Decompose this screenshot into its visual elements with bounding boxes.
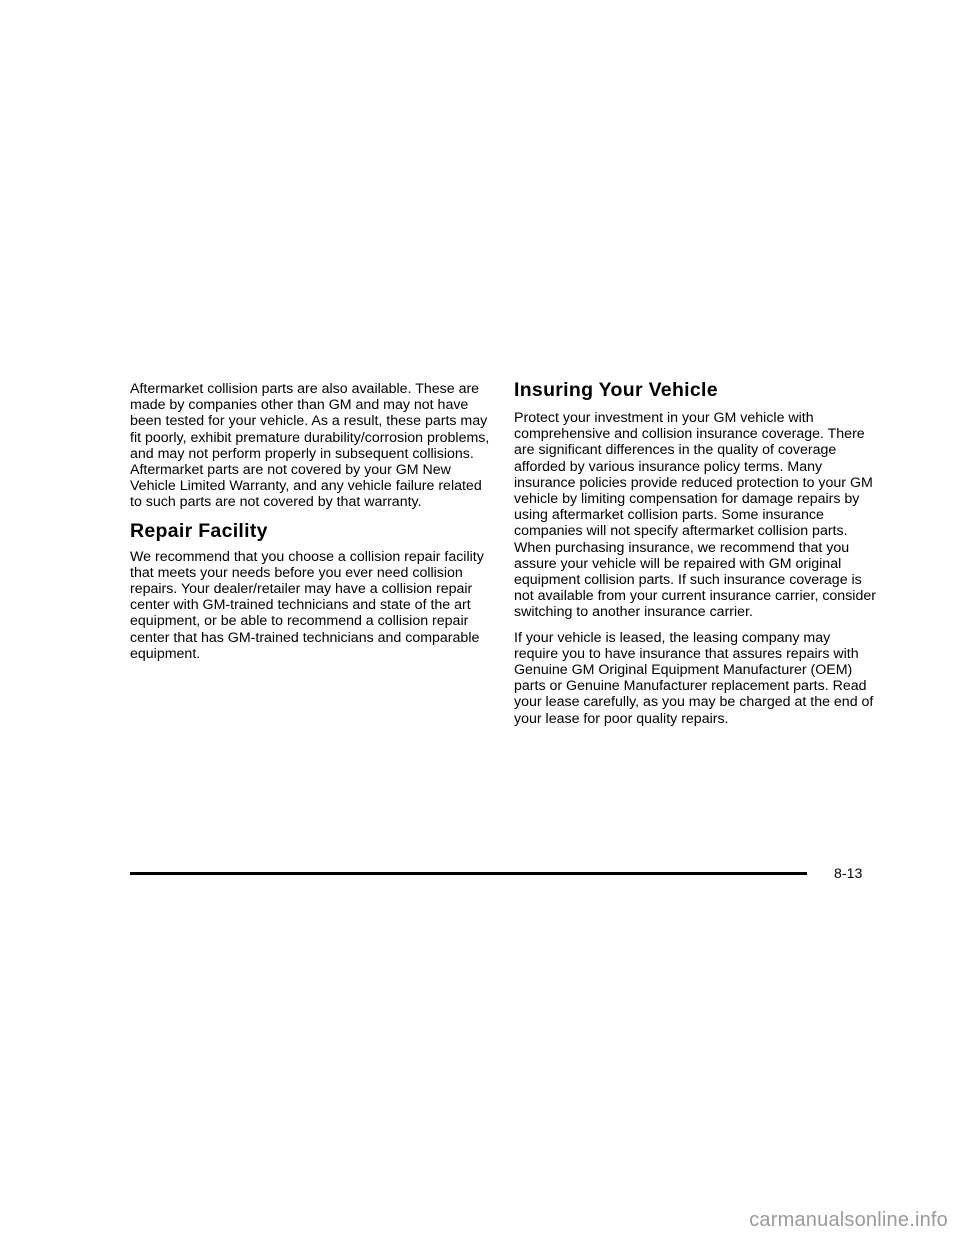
paragraph-leased-vehicle: If your vehicle is leased, the leasing company may require you to have insurance that assures repairs with Genuine GM Original Equipment Manufacturer (OEM) parts or Genuine Manufacturer replacement parts. Read your lease carefully, as you may be charged at the end of your lease for poor quality repairs. bbox=[514, 629, 874, 727]
paragraph-protect-investment: Protect your investment in your GM vehicle with comprehensive and collision insurance coverage. There are significant differences in the quality of coverage afforded by various insurance policy terms. Many insurance policies provide reduced protection to your GM vehicle by limiting compensation for damage repairs by using aftermarket collision parts. Some insurance companies will not specify aftermarket collision parts. When purchasing insurance, we recommend that you assure your vehicle will be repaired with GM original equipment collision parts. If such insurance coverage is not available from your current insurance carrier, consider switching to another insurance carrier. bbox=[514, 410, 876, 621]
heading-insuring-your-vehicle: Insuring Your Vehicle bbox=[514, 379, 718, 401]
watermark: carmanualsonline.info bbox=[749, 1209, 948, 1231]
footer-rule bbox=[130, 872, 807, 875]
paragraph-repair-facility: We recommend that you choose a collision repair facility that meets your needs before you ever need collision repairs. Your dealer/retailer may have a collision repair center with GM-trained technicians and state of the art equipment, or be able to recommend a collision repair center that has GM-trained technicians and comparable equipment. bbox=[130, 548, 484, 662]
paragraph-aftermarket-parts: Aftermarket collision parts are also available. These are made by companies other than GM and may not have been tested for your vehicle. As a result, these parts may fit poorly, exhibit premature durability/corrosion problems, and may not perform properly in subsequent collisions. Aftermarket parts are not covered by your GM New Vehicle Limited Warranty, and any vehicle failure related to such parts are not covered by that warranty. bbox=[130, 381, 490, 511]
heading-repair-facility: Repair Facility bbox=[130, 519, 268, 542]
right-column bbox=[514, 379, 876, 736]
left-column bbox=[130, 381, 492, 671]
page-number: 8-13 bbox=[834, 866, 863, 882]
